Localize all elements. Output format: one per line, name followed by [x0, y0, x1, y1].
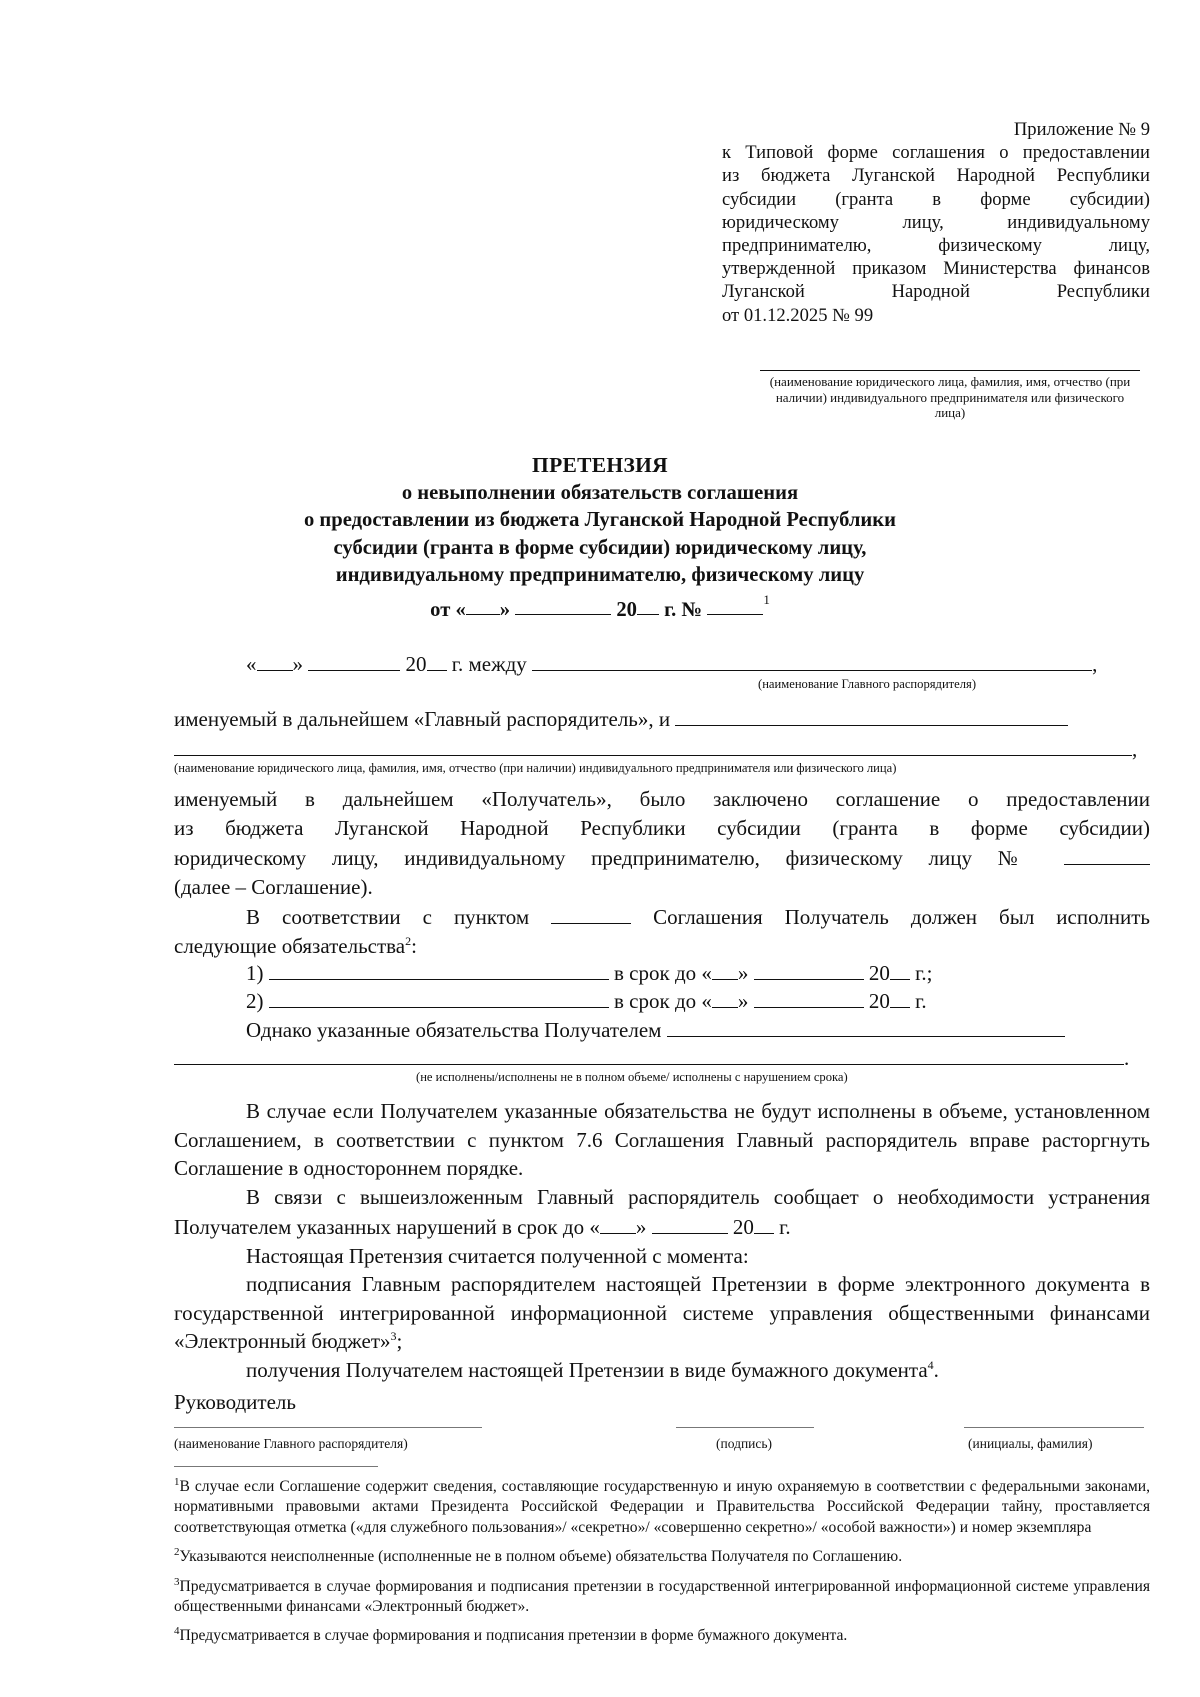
- month-blank[interactable]: [652, 1211, 728, 1234]
- appendix-line: к Типовой форме соглашения о предоставлении: [722, 142, 1150, 164]
- recipient-caption: (наименование юридического лица, фамилия, имя, отчество (при наличии) индивидуального предпринимателя или физического лица): [769, 374, 1131, 420]
- recipient-name-blank[interactable]: [675, 703, 1068, 726]
- footnote-4: $^4$Предусматривается в случае формирования и подписания претензии в форме бумажного документа.: [174, 1625, 848, 1645]
- obligation-blank[interactable]: [269, 957, 609, 980]
- appendix-line: из бюджета Луганской Народной Республики: [722, 165, 1150, 187]
- appendix-line: утвержденной приказом Министерства финансов: [722, 258, 1150, 280]
- named-main-line: именуемый в дальнейшем «Главный распорядитель», и: [174, 703, 1068, 733]
- case-paragraph: В случае если Получателем указанные обязательства не будут исполнены в объеме, установленном Соглашением, в соответствии с пунктом 7.6 Соглашения Главный распорядитель вправе расторгнуть Соглашение в одностороннем порядке.: [174, 1099, 1150, 1180]
- year-blank[interactable]: [427, 648, 447, 671]
- status-blank-2[interactable]: [174, 1042, 1124, 1065]
- title-main: ПРЕТЕНЗИЯ: [532, 453, 668, 477]
- obligation-item: 1) в срок до « » 20 г.;: [246, 957, 932, 987]
- appendix-line: Луганской Народной Республики: [722, 281, 1150, 303]
- claim-paragraphs: [174, 1097, 1150, 1384]
- status-caption: (не исполнены/исполнены не в полном объеме/ исполнены с нарушением срока): [416, 1070, 848, 1084]
- month-blank[interactable]: [754, 985, 864, 1008]
- signature-head: Руководитель: [174, 1390, 296, 1414]
- recipient-blank-line[interactable]: [760, 370, 1140, 371]
- signature-name-line[interactable]: [174, 1427, 482, 1428]
- title-line: о невыполнении обязательств соглашения: [401, 481, 799, 504]
- clause-blank[interactable]: [551, 901, 631, 924]
- signature-caption-initials: (инициалы, фамилия): [968, 1436, 1093, 1451]
- title-year-blank[interactable]: [637, 593, 659, 616]
- signing-paragraph: подписания Главным распорядителем настоящей Претензии в форме электронного документа в государственной интегрированной информационной системе управления общественными финансами «Электронный бюджет»$^3$;: [174, 1272, 1150, 1354]
- appendix-date: от 01.12.2025 № 99: [722, 304, 874, 326]
- title-month-blank[interactable]: [515, 593, 611, 616]
- signature-caption-sign: (подпись): [716, 1436, 773, 1451]
- recipient-name-blank-2[interactable]: [174, 733, 1132, 756]
- received-paragraph: Настоящая Претензия считается полученной с момента:: [246, 1243, 749, 1268]
- appendix-line: предпринимателю, физическому лицу,: [722, 235, 1150, 257]
- footnote-separator: [174, 1466, 378, 1467]
- footnotes: [174, 1472, 1150, 1651]
- title-date-line: от « » 20 г. № $^1$: [430, 591, 770, 621]
- year-blank[interactable]: [890, 985, 910, 1008]
- signature-initials-line[interactable]: [964, 1427, 1144, 1428]
- agreement-date-line: « » 20 г. между ,: [246, 648, 1097, 678]
- status-line-2: .: [174, 1042, 1129, 1072]
- footnote-2: $^2$Указываются неисполненные (исполненные не в полном объеме) обязательства Получателя по Соглашению.: [174, 1546, 903, 1566]
- agreement-paragraph: именуемый в дальнейшем «Получатель», было заключено соглашение о предоставлении из бюджета Луганской Народной Республики субсидии (гранта в форме субсидии) юридическому лицу, индивидуальному предпринимателю, физическому лицу № (далее – Соглашение). В соответствии с пунктом Соглашения Получатель должен был исполнить следующие обязательства$^2$:: [174, 787, 1151, 958]
- footnote-3: $^3$Предусматривается в случае формирования и подписания претензии в государственной интегрированной информационной системе управления общественными финансами «Электронный бюджет».: [174, 1575, 1150, 1616]
- document-title: [180, 452, 1020, 624]
- day-blank[interactable]: [257, 648, 293, 671]
- month-blank[interactable]: [308, 648, 400, 671]
- appendix-block: [722, 118, 1150, 327]
- day-blank[interactable]: [600, 1211, 636, 1234]
- main-manager-blank[interactable]: [532, 648, 1092, 671]
- title-line: субсидии (гранта в форме субсидии) юридическому лицу,: [333, 536, 867, 559]
- signature-sign-line[interactable]: [676, 1427, 814, 1428]
- obligation-item: 2) в срок до « » 20 г.: [246, 985, 927, 1015]
- agreement-number-blank[interactable]: [1064, 842, 1150, 865]
- notice-paragraph: В связи с вышеизложенным Главный распорядитель сообщает о необходимости устранения Получателем указанных нарушений в срок до « » 20 г.: [174, 1184, 1150, 1240]
- year-blank[interactable]: [754, 1211, 774, 1234]
- day-blank[interactable]: [712, 985, 738, 1008]
- year-blank[interactable]: [890, 957, 910, 980]
- footnote-ref: 1: [763, 591, 770, 607]
- footnote-1: $^1$В случае если Соглашение содержит сведения, составляющие государственную и иную охраняемую в соответствии с федеральными законами, нормативными правовыми актами Президента Российской Федерации и Правительства Российской Федерации тайну, проставляется соответствующая отметка («для служебного пользования»/ «секретно»/ «совершенно секретно»/ «особой важности») и номер экземпляра: [174, 1476, 1150, 1536]
- however-line: Однако указанные обязательства Получателем: [246, 1014, 1065, 1044]
- title-day-blank[interactable]: [466, 593, 500, 616]
- main-manager-caption: (наименование Главного распорядителя): [758, 677, 977, 691]
- appendix-number: Приложение № 9: [1013, 119, 1150, 140]
- recipient-line-caption: (наименование юридического лица, фамилия, имя, отчество (при наличии) индивидуального предпринимателя или физического лица): [174, 761, 897, 775]
- title-number-blank[interactable]: [707, 593, 763, 616]
- signature-caption-name: (наименование Главного распорядителя): [174, 1436, 408, 1451]
- obligation-blank[interactable]: [269, 985, 609, 1008]
- status-blank[interactable]: [667, 1014, 1065, 1037]
- title-line: индивидуальному предпринимателю, физическому лицу: [335, 564, 865, 586]
- month-blank[interactable]: [754, 957, 864, 980]
- paper-paragraph: получения Получателем настоящей Претензии в виде бумажного документа$^4$.: [246, 1357, 939, 1382]
- appendix-line: юридическому лицу, индивидуальному: [722, 211, 1150, 233]
- appendix-line: субсидии (гранта в форме субсидии): [722, 188, 1150, 210]
- day-blank[interactable]: [712, 957, 738, 980]
- title-line: о предоставлении из бюджета Луганской Народной Республики: [303, 509, 897, 531]
- recipient-name-line-2: ,: [174, 733, 1137, 763]
